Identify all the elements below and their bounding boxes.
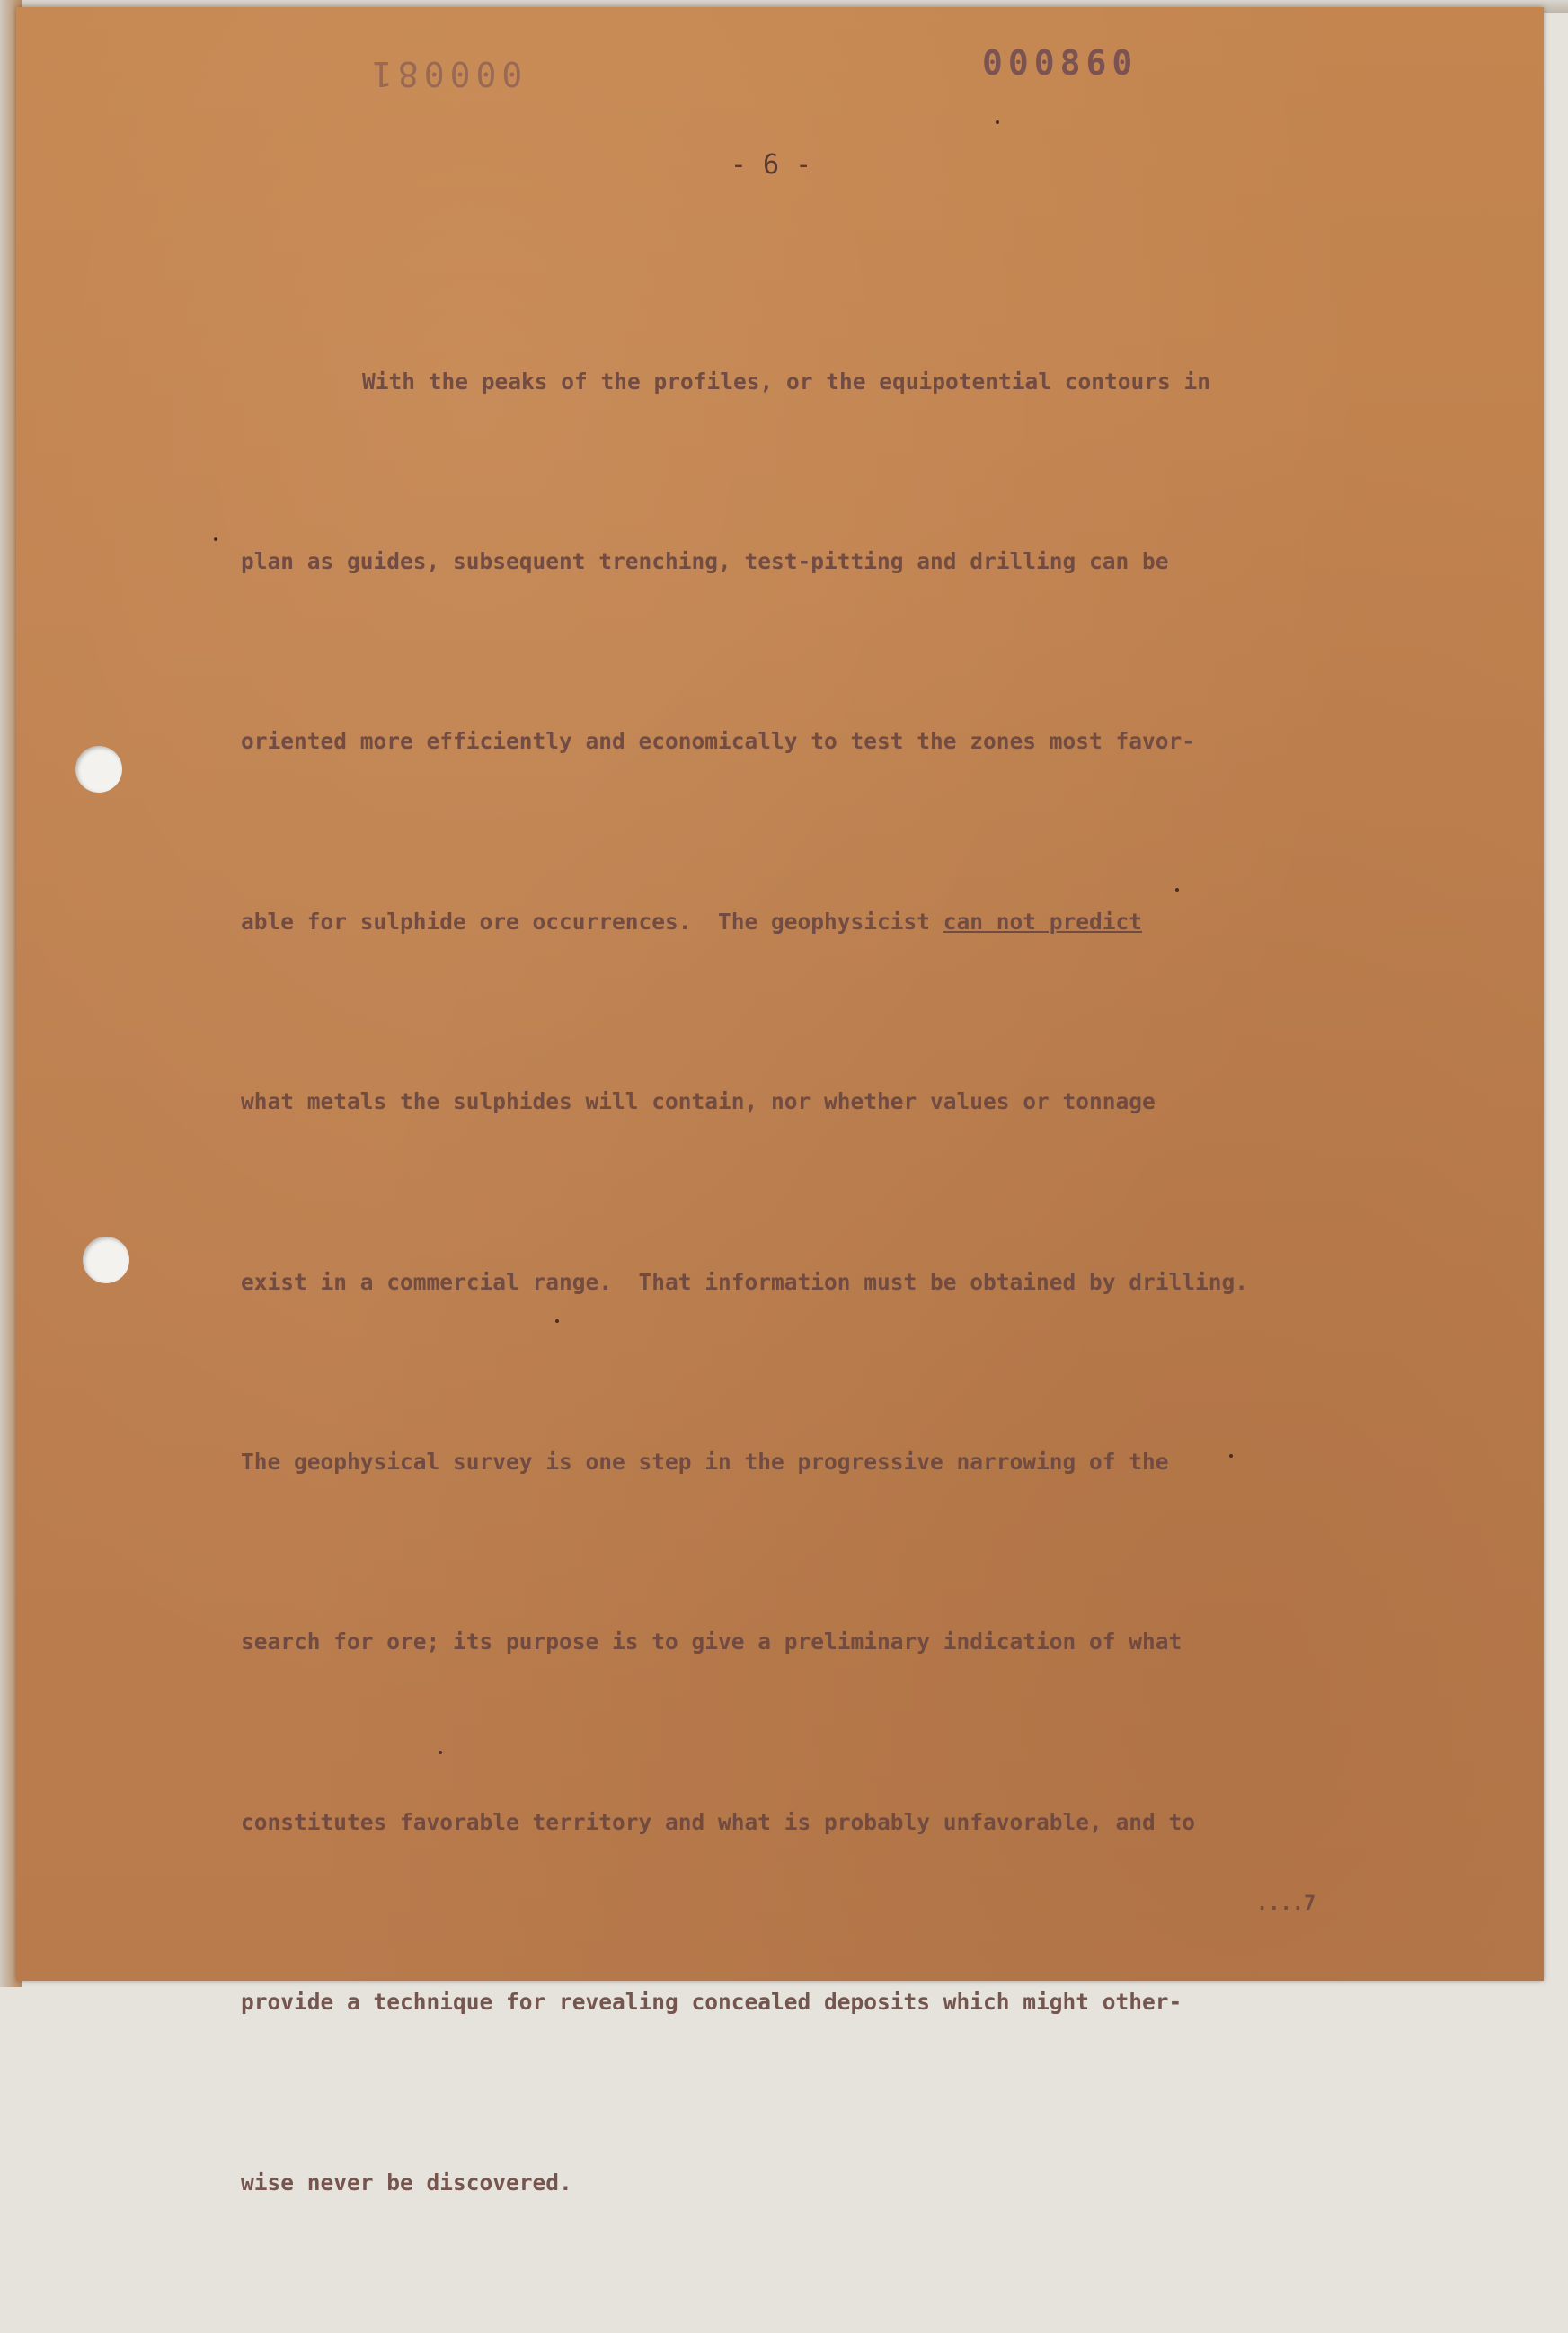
paragraph-line: constitutes favorable territory and what is probably unfavorable, and to bbox=[241, 1808, 1196, 1835]
page-number: - 6 - bbox=[730, 149, 812, 181]
paragraph-line: plan as guides, subsequent trenching, test-pitting and drilling can be bbox=[241, 547, 1169, 574]
paragraph-line: oriented more efficiently and economically to test the zones most favor- bbox=[241, 728, 1196, 755]
paragraph-line bbox=[241, 892, 1409, 953]
paragraph-line: provide a technique for revealing concealed deposits which might other- bbox=[241, 1989, 1183, 2016]
paper-speck bbox=[439, 1751, 442, 1754]
paper-speck bbox=[1229, 1454, 1233, 1458]
paper-speck bbox=[555, 1319, 559, 1323]
continuation-mark: ....7 bbox=[1256, 1893, 1316, 1915]
document-page bbox=[16, 7, 1544, 2196]
paragraph-line: With the peaks of the profiles, or the equipotential contours in bbox=[362, 368, 1211, 395]
paper-speck bbox=[1175, 888, 1179, 892]
paper-speck bbox=[214, 537, 217, 541]
underlined-phrase: can not predict bbox=[943, 908, 1143, 935]
document-stamp-left: 000081 bbox=[367, 54, 523, 93]
paragraph-line: wise never be discovered. bbox=[241, 2169, 572, 2196]
paragraph-line-text: able for sulphide ore occurrences. The geophysicist bbox=[241, 908, 943, 935]
body-paragraph bbox=[241, 232, 1409, 2333]
punch-hole bbox=[83, 1237, 129, 1283]
paragraph-line: search for ore; its purpose is to give a preliminary indication of what bbox=[241, 1628, 1183, 1655]
paragraph-line: The geophysical survey is one step in the progressive narrowing of the bbox=[241, 1448, 1169, 1475]
paper-speck bbox=[996, 120, 999, 124]
punch-hole bbox=[75, 746, 122, 793]
document-stamp-right: 000860 bbox=[982, 43, 1138, 83]
paragraph-line: what metals the sulphides will contain, nor whether values or tonnage bbox=[241, 1088, 1156, 1115]
paragraph-line: exist in a commercial range. That information must be obtained by drilling. bbox=[241, 1268, 1249, 1295]
